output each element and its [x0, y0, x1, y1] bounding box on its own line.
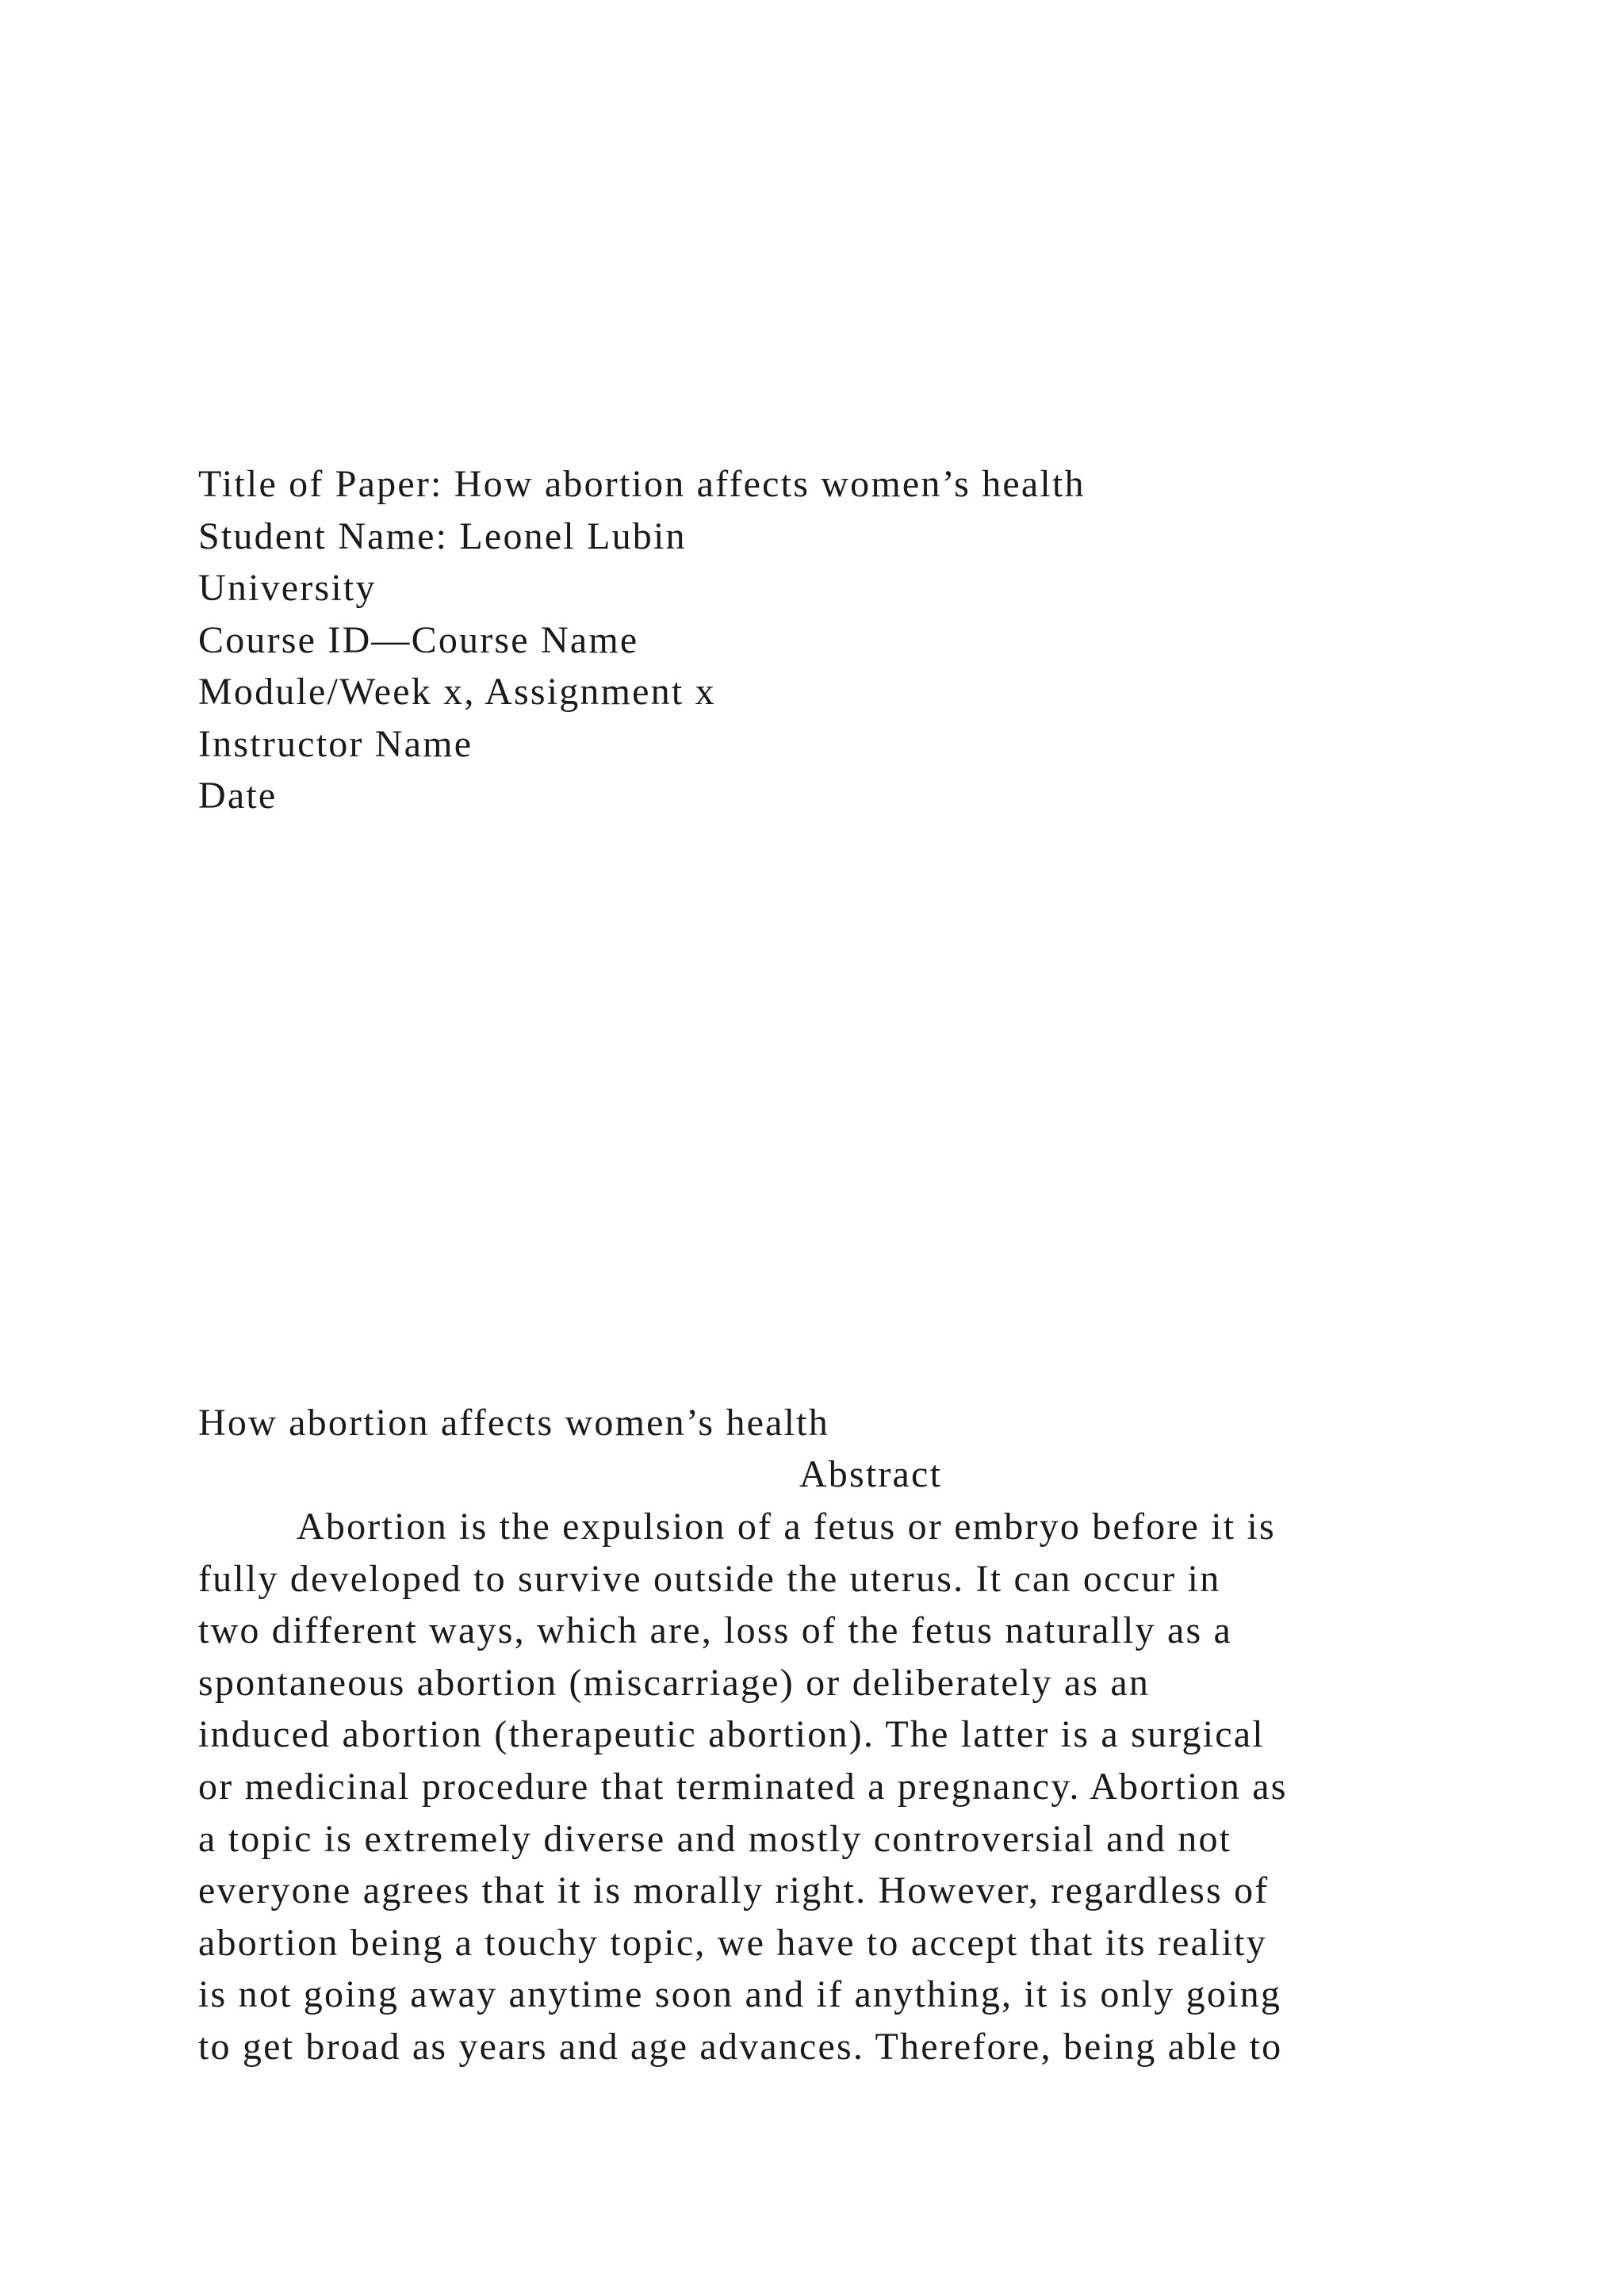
date: Date: [198, 775, 278, 817]
abstract-line: is not going away anytime soon and if anything, it is only going: [198, 1973, 1282, 2016]
abstract-line: everyone agrees that it is morally right. However, regardless of: [198, 1869, 1270, 1912]
university: University: [198, 567, 377, 609]
student-name: Student Name: Leonel Lubin: [198, 515, 687, 557]
abstract-body: [198, 1501, 1288, 2073]
course-id: Course ID—Course Name: [198, 618, 639, 661]
abstract-line: to get broad as years and age advances. Therefore, being able to: [198, 2025, 1283, 2068]
paper-title: Title of Paper: How abortion affects women’s health: [198, 463, 1086, 505]
abstract-heading: Abstract: [799, 1453, 943, 1495]
abstract-line: spontaneous abortion (miscarriage) or deliberately as an: [198, 1661, 1151, 1704]
abstract-line: two different ways, which are, loss of the fetus naturally as a: [198, 1609, 1233, 1652]
abstract-line: a topic is extremely diverse and mostly controversial and not: [198, 1817, 1232, 1860]
abstract-line: Abortion is the expulsion of a fetus or embryo before it is: [297, 1506, 1276, 1548]
abstract-line: induced abortion (therapeutic abortion). The latter is a surgical: [198, 1713, 1265, 1756]
abstract-line: fully developed to survive outside the uterus. It can occur in: [198, 1557, 1221, 1600]
title-page-block: [198, 458, 1086, 822]
module-week: Module/Week x, Assignment x: [198, 671, 716, 713]
instructor-name: Instructor Name: [198, 722, 473, 765]
abstract-line: or medicinal procedure that terminated a pregnancy. Abortion as: [198, 1765, 1288, 1808]
paper-heading: How abortion affects women’s health: [198, 1402, 829, 1444]
abstract-line: abortion being a touchy topic, we have to accept that its reality: [198, 1921, 1267, 1964]
